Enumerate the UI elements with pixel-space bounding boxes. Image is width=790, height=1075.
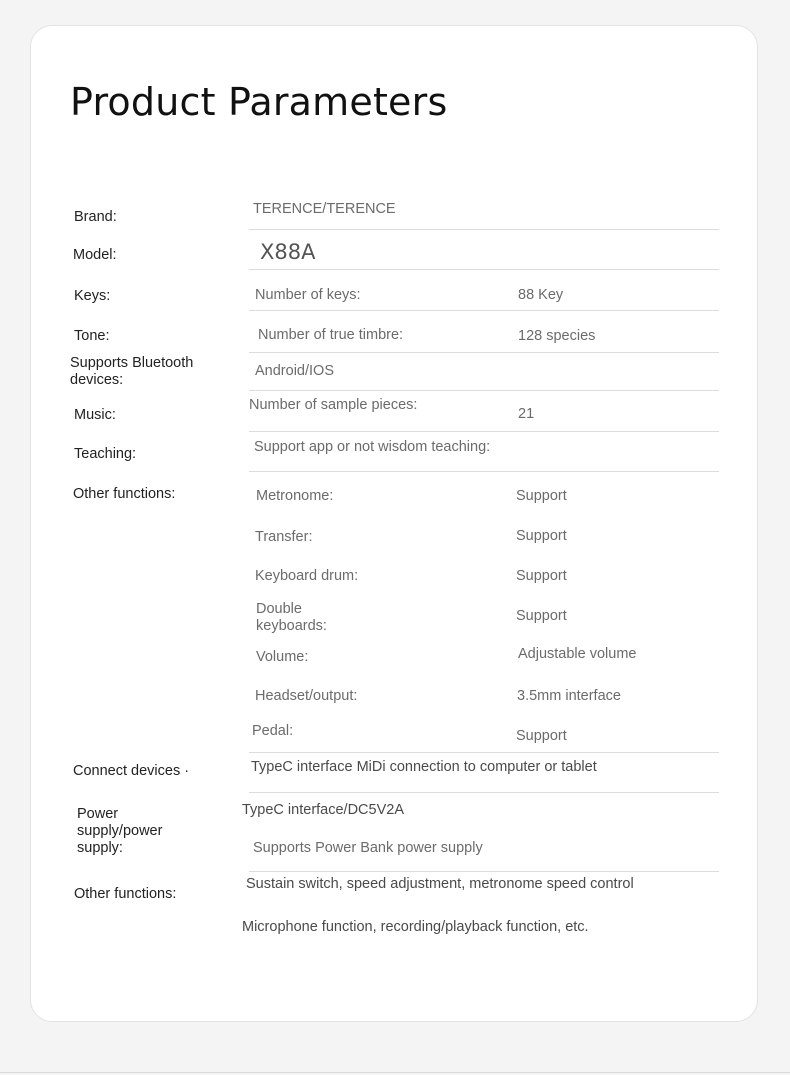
power-value-2: Supports Power Bank power supply	[253, 840, 483, 856]
power-label: Power supply/power supply:	[77, 806, 163, 856]
teaching-label: Teaching:	[74, 446, 137, 462]
page-bottom-divider	[0, 1072, 790, 1073]
pedal-value: Support	[516, 728, 567, 744]
volume-key: Volume:	[256, 649, 309, 665]
divider	[249, 269, 719, 270]
other-functions-2-label: Other functions:	[74, 886, 177, 902]
connect-value: TypeC interface MiDi connection to computer or tablet	[251, 759, 597, 775]
divider	[249, 471, 719, 472]
parameters-card	[30, 25, 758, 1022]
music-label: Music:	[74, 407, 116, 423]
music-value: 21	[518, 406, 535, 422]
model-label: Model:	[73, 247, 117, 263]
other-functions-label: Other functions:	[73, 486, 176, 502]
transfer-value: Support	[516, 528, 567, 544]
metronome-value: Support	[516, 488, 567, 504]
headset-value: 3.5mm interface	[517, 688, 621, 704]
headset-key: Headset/output:	[255, 688, 358, 704]
pedal-key: Pedal:	[252, 723, 294, 739]
keyboard-drum-key: Keyboard drum:	[255, 568, 359, 584]
other-functions-2-value-1: Sustain switch, speed adjustment, metronome speed control	[246, 876, 634, 892]
music-key: Number of sample pieces:	[249, 397, 418, 413]
transfer-key: Transfer:	[255, 529, 313, 545]
divider	[249, 310, 719, 311]
tone-value: 128 species	[518, 328, 596, 344]
divider	[249, 352, 719, 353]
other-functions-2-value-2: Microphone function, recording/playback function, etc.	[242, 919, 589, 935]
keyboard-drum-value: Support	[516, 568, 567, 584]
volume-value: Adjustable volume	[518, 646, 637, 662]
double-keyboards-key: Double keyboards:	[256, 601, 327, 634]
bluetooth-value: Android/IOS	[255, 363, 334, 379]
power-value-1: TypeC interface/DC5V2A	[242, 802, 404, 818]
divider	[249, 871, 719, 872]
divider	[249, 752, 719, 753]
metronome-key: Metronome:	[256, 488, 334, 504]
divider	[249, 390, 719, 391]
divider	[249, 229, 719, 230]
bluetooth-label: Supports Bluetooth devices:	[70, 355, 194, 388]
teaching-value: Support app or not wisdom teaching:	[254, 439, 491, 455]
brand-value: TERENCE/TERENCE	[253, 201, 396, 217]
page-title: Product Parameters	[70, 80, 448, 124]
keys-key: Number of keys:	[255, 287, 361, 303]
keys-label: Keys:	[74, 288, 111, 304]
connect-label: Connect devices ·	[73, 763, 190, 779]
tone-label: Tone:	[74, 328, 110, 344]
divider	[249, 431, 719, 432]
model-value: X88A	[260, 240, 316, 264]
double-keyboards-value: Support	[516, 608, 567, 624]
brand-label: Brand:	[74, 209, 117, 225]
keys-value: 88 Key	[518, 287, 564, 303]
divider	[249, 792, 719, 793]
tone-key: Number of true timbre:	[258, 327, 404, 343]
